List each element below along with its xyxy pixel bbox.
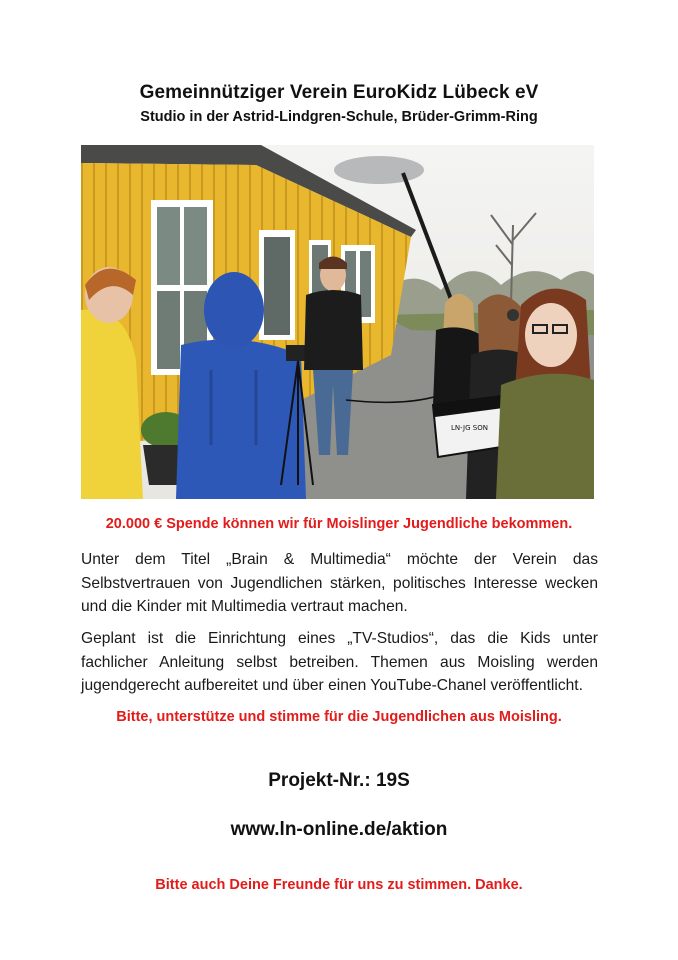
page-subtitle: Studio in der Astrid-Lindgren-Schule, Brüder-Grimm-Ring (140, 109, 538, 125)
paragraph-plan: Geplant ist die Einrichtung eines „TV-Studios“, das die Kids unter fachlicher Anleitung selbst betreiben. Themen aus Moisling werden jugendgerecht aufbereitet und über einen YouTube-Chanel veröffentlicht. (81, 630, 598, 694)
donation-headline: 20.000 € Spende können wir für Moislinger Jugendliche bekommen. (105, 516, 573, 532)
clapperboard-text: LN-JG SON (451, 424, 488, 432)
project-number: Projekt-Nr.: 19S (268, 770, 410, 791)
call-to-action: Bitte, unterstütze und stimme für die Jugendlichen aus Moisling. (116, 709, 562, 725)
door (259, 230, 295, 340)
campaign-url[interactable]: www.ln-online.de/aktion (230, 819, 448, 840)
paragraph-intro: Unter dem Titel „Brain & Multimedia“ möchte der Verein das Selbstvertrauen von Jugendlichen stärken, politisches Interesse wecken und die Kinder mit Multimedia vertraut machen. (81, 551, 598, 615)
page-title: Gemeinnütziger Verein EuroKidz Lübeck eV (139, 82, 539, 103)
footer-note: Bitte auch Deine Freunde für uns zu stimmen. Danke. (155, 877, 523, 893)
film-crew-photo (81, 145, 594, 499)
